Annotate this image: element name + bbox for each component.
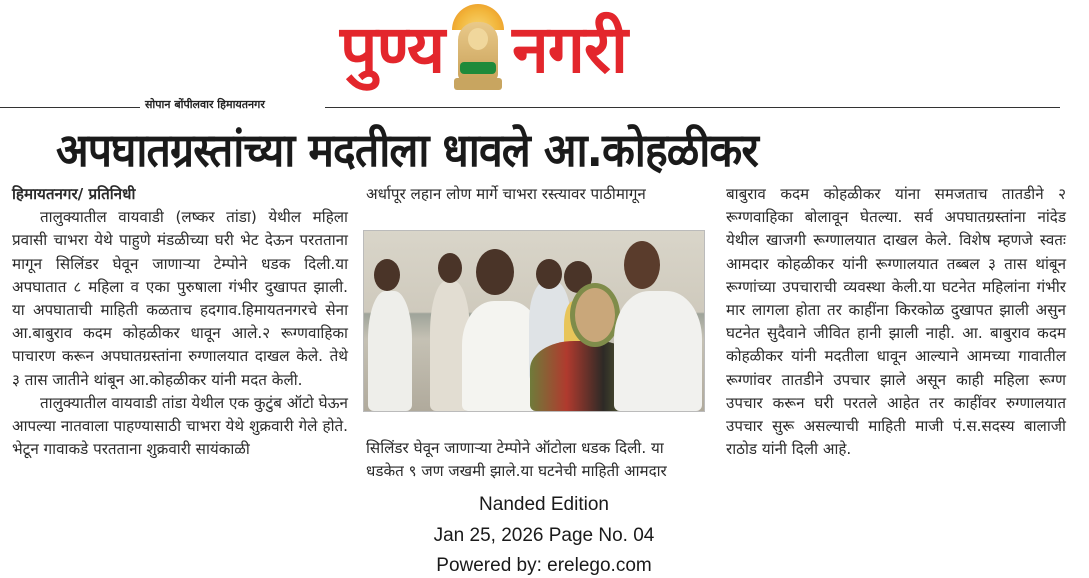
dateline: हिमायतनगर/ प्रतिनिधी xyxy=(12,185,136,203)
masthead-title-right: नगरी xyxy=(512,11,628,88)
ganesha-idol-icon xyxy=(450,0,506,95)
byline-row xyxy=(0,98,1060,113)
masthead-title-left: पुण्य xyxy=(340,11,445,88)
headline: अपघातग्रस्तांच्या मदतीला धावले आ.कोहळीकर xyxy=(56,123,758,177)
news-photo xyxy=(363,230,705,412)
paragraph: तालुक्यातील वायवाडी (लष्कर तांडा) येथील महिला प्रवासी चाभरा येथे पाहुणे मंडळीच्या घरी भेट देऊन परतताना मागून सिलिंडर घेवून जाणाऱ्या टेम्पोने धडक दिली.या अपघातात ८ महिला व एका पुरुषाला गंभीर दुखापत झाली. या अपघाताची माहिती कळताच हदगाव.हिमायतनगरचे सेना आ.बाबुराव कदम कोहळीकर धावून आले.२ रूग्णवाहिका पाचारण करून अपघातग्रस्तांना रुग्णालयात दाखल केले. तेथे ३ तास जातीने थांबून आ.कोहळीकर यांनी मदत केली. xyxy=(12,208,348,389)
byline: सोपान बोंपीलवार हिमायतनगर xyxy=(141,97,269,112)
paragraph: तालुक्यातील वायवाडी तांडा येथील एक कुटुंब ऑटो घेऊन आपल्या नातवाला पाहण्यासाठी चाभरा येथे शुक्रवारी गेले होते. भेटून गावाकडे परतताना शुक्रवारी सायंकाळी xyxy=(12,393,348,459)
article-column-3 xyxy=(726,183,1066,461)
article-column-1 xyxy=(12,183,348,461)
date-page-label: Jan 25, 2026 Page No. 04 xyxy=(433,525,655,546)
masthead xyxy=(340,0,750,105)
photo-figure xyxy=(368,291,412,411)
edition-label: Nanded Edition xyxy=(479,494,609,515)
divider-left xyxy=(0,107,140,108)
paragraph: बाबुराव कदम कोहळीकर यांना समजताच तातडीने २ रूग्णवाहिका बोलावून घेतल्या. सर्व अपघातग्रस्तांना नांदेड येथील खाजगी रूग्णालयात दाखल केले. विशेष म्हणजे स्वतः आमदार कोहळीकर यांनी रूग्णालयात तब्बल ३ तास थांबून रूग्णांच्या उपचाराची व्यवस्था केली.या घटनेत महिलांना गंभीर मार लागला होता तर काहींना किरकोळ दुखापत झाली असुन घटनेत सुदैवाने जीवित हानी झाली नाही. आ. बाबुराव कदम कोहळीकर यांनी मदतीला धावून आल्याने आमच्या गावातील रूग्णांवर तातडीने उपचार झाले असून काही महिला रूग्ण उपचार करून घरी परतले आहेत तर काहींवर रुग्णालयात उपचार सुरू असल्याची माहिती माजी पं.स.सदस्य बालाजी राठोड यांनी दिली आहे. xyxy=(726,185,1066,459)
article-column-2-top: अर्धापूर लहान लोण मार्गे चाभरा रस्त्यावर पाठीमागून xyxy=(366,185,646,203)
photo-figure xyxy=(614,291,702,411)
divider-right xyxy=(325,107,1060,108)
article-column-2-bottom: सिलिंडर घेवून जाणाऱ्या टेम्पोने ऑटोला धडक दिली. या धडकेत ९ जण जखमी झाले.या घटनेची माहिती आमदार xyxy=(366,439,667,481)
powered-by-link[interactable]: Powered by: erelego.com xyxy=(436,555,652,576)
